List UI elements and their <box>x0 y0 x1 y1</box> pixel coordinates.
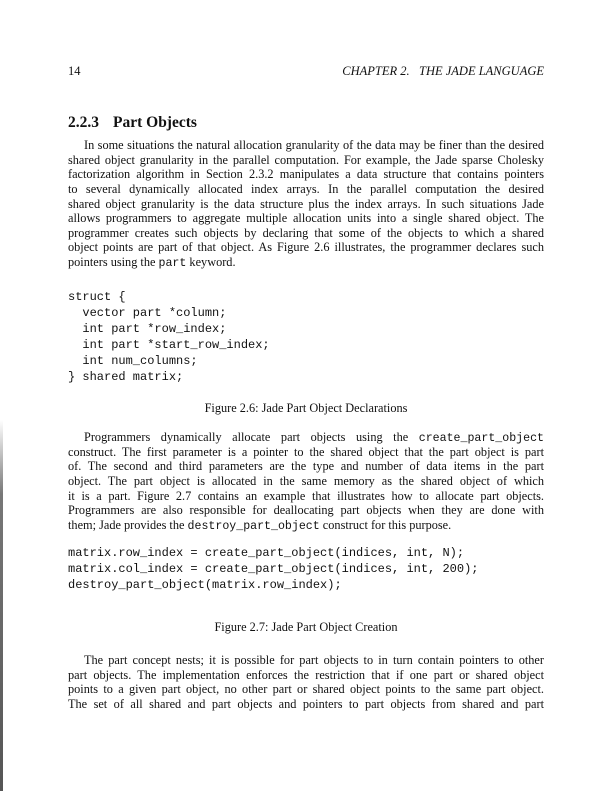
section-title: Part Objects <box>113 114 197 131</box>
text: them; Jade provides the <box>68 517 188 532</box>
code-line: matrix.col_index = create_part_object(indices, int, 200); <box>68 562 479 576</box>
text-line: to several dynamically allocated index arrays. In the parallel computation the desired <box>68 181 544 196</box>
inline-code: part <box>158 257 187 271</box>
text: construct for this purpose. <box>319 517 452 532</box>
running-header: CHAPTER 2. THE JADE LANGUAGE <box>342 64 544 78</box>
text-line: programmer creates such objects by declaring that some of the objects to which a shared <box>68 225 544 240</box>
text-line: shared object granularity in the parallel computation. For example, the Jade sparse Cholesky <box>68 152 544 167</box>
text-line: shared object granularity is the data structure plus the index arrays. In such situations Jade <box>68 196 544 211</box>
text-line: Programmers are also responsible for deallocating part objects when they are done with <box>68 503 544 518</box>
paragraph-2 <box>68 430 544 532</box>
code-line: } shared matrix; <box>68 370 184 384</box>
text-line: allows programmers to aggregate multiple allocation units into a single shared object. The <box>68 211 544 226</box>
inline-code: create_part_object <box>418 432 544 445</box>
figure-caption: Figure 2.6: Jade Part Object Declarations <box>204 401 408 415</box>
text: pointers using the <box>68 255 159 270</box>
code-line: int num_columns; <box>68 354 198 368</box>
figure-caption: Figure 2.7: Jade Part Object Creation <box>214 620 398 634</box>
scan-edge-shadow <box>0 420 3 791</box>
text-line: object. The part object is allocated in the same memory as the shared object of which <box>68 473 544 488</box>
text-line: factorization algorithm in Section 2.3.2 manipulates a data structure that contains pointers <box>68 167 544 182</box>
text: keyword. <box>186 255 236 270</box>
code-line: destroy_part_object(matrix.row_index); <box>68 578 342 592</box>
paragraph-1 <box>68 138 544 270</box>
code-line: struct { <box>68 290 126 304</box>
text-line: The part concept nests; it is possible for part objects to in turn contain pointers to other <box>84 653 544 667</box>
text-line: construct. The first parameter is a pointer to the shared object that the part object is part <box>68 444 544 459</box>
code-listing-part-creation <box>68 545 478 593</box>
text-line: points to a given part object, no other part or shared object points to the same part object. <box>68 682 544 697</box>
code-line: int part *start_row_index; <box>68 338 270 352</box>
text-line: it is a part. Figure 2.7 contains an example that illustrates how to allocate part objects. <box>68 488 544 503</box>
code-line: matrix.row_index = create_part_object(indices, int, N); <box>68 546 465 560</box>
section-heading <box>68 114 197 132</box>
text-line: In some situations the natural allocation granularity of the data may be finer than the desired <box>84 138 544 152</box>
text-line: part objects. The implementation enforces the restriction that if one part or shared object <box>68 667 544 682</box>
section-number: 2.2.3 <box>68 114 99 131</box>
code-line: int part *row_index; <box>68 322 227 336</box>
text-line <box>68 430 544 445</box>
text-line: of. The second and third parameters are the type and number of data items in the part <box>68 459 544 474</box>
text: Programmers dynamically allocate part objects using the <box>84 430 419 444</box>
inline-code: destroy_part_object <box>187 519 320 533</box>
text-line: object points are part of that object. As Figure 2.6 illustrates, the programmer declares such <box>68 240 544 255</box>
code-line: vector part *column; <box>68 306 227 320</box>
text-line <box>68 255 544 270</box>
page-number: 14 <box>68 64 81 78</box>
text-line: The set of all shared and part objects and pointers to part objects from shared and part <box>68 696 544 711</box>
text-line <box>68 518 544 533</box>
code-listing-part-declarations <box>68 289 270 385</box>
paragraph-3 <box>68 653 544 712</box>
